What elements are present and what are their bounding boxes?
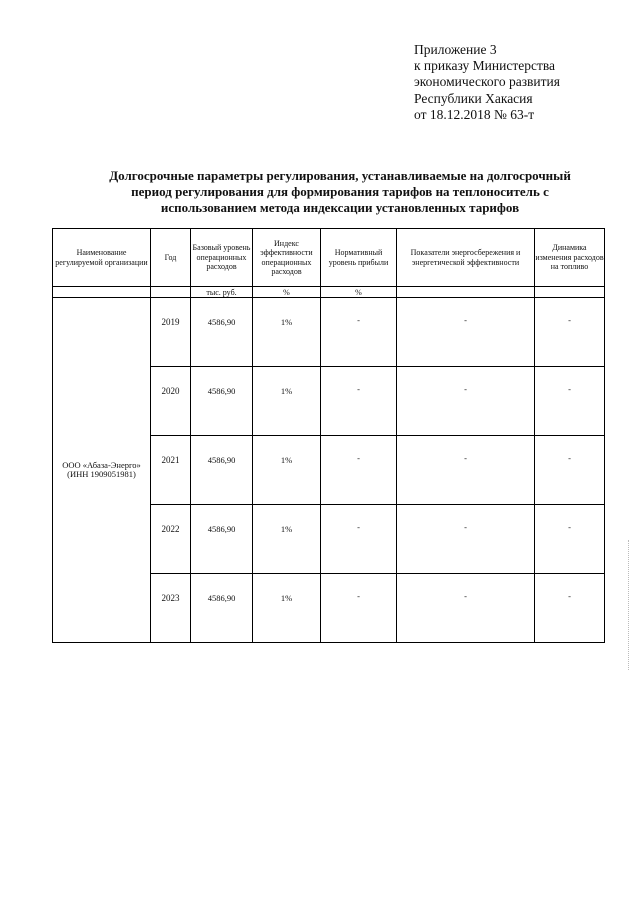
efficiency-index-cell: 1% <box>253 574 321 643</box>
scan-edge-marks <box>628 540 633 670</box>
header-organization: Наименование регулируемой организации <box>53 229 151 287</box>
profit-level-cell: - <box>321 367 397 436</box>
document-title <box>60 168 620 216</box>
header-efficiency-index: Индекс эффективности операционных расходов <box>253 229 321 287</box>
unit-cell <box>397 287 535 298</box>
energy-saving-cell: - <box>397 574 535 643</box>
efficiency-index-cell: 1% <box>253 367 321 436</box>
year-cell: 2021 <box>151 436 191 505</box>
table-row <box>53 298 605 367</box>
appendix-line: экономического развития <box>414 74 560 90</box>
energy-saving-cell: - <box>397 367 535 436</box>
efficiency-index-cell: 1% <box>253 298 321 367</box>
energy-saving-cell: - <box>397 436 535 505</box>
efficiency-index-cell: 1% <box>253 436 321 505</box>
appendix-line: Республики Хакасия <box>414 90 533 106</box>
year-cell: 2022 <box>151 505 191 574</box>
unit-cell: тыс. руб. <box>191 287 253 298</box>
header-profit-level: Нормативный уровень прибыли <box>321 229 397 287</box>
appendix-line: от 18.12.2018 № 63-т <box>414 106 535 122</box>
energy-saving-cell: - <box>397 298 535 367</box>
organization-name: ООО «Абаза-Энерго» (ИНН 1909051981) <box>53 298 151 643</box>
fuel-dynamics-cell: - <box>535 436 605 505</box>
fuel-dynamics-cell: - <box>535 298 605 367</box>
title-line: Долгосрочные параметры регулирования, устанавливаемые на долгосрочный <box>109 168 571 183</box>
header-year: Год <box>151 229 191 287</box>
profit-level-cell: - <box>321 574 397 643</box>
header-base-opex: Базовый уровень операционных расходов <box>191 229 253 287</box>
base-opex-cell: 4586,90 <box>191 574 253 643</box>
year-cell: 2020 <box>151 367 191 436</box>
unit-cell <box>53 287 151 298</box>
appendix-line: к приказу Министерства <box>414 58 556 74</box>
header-energy-saving: Показатели энергосбережения и энергетической эффективности <box>397 229 535 287</box>
base-opex-cell: 4586,90 <box>191 436 253 505</box>
year-cell: 2019 <box>151 298 191 367</box>
title-line: использованием метода индексации установленных тарифов <box>160 200 520 215</box>
fuel-dynamics-cell: - <box>535 367 605 436</box>
fuel-dynamics-cell: - <box>535 505 605 574</box>
appendix-reference <box>414 42 560 123</box>
unit-cell: % <box>253 287 321 298</box>
fuel-dynamics-cell: - <box>535 574 605 643</box>
base-opex-cell: 4586,90 <box>191 298 253 367</box>
efficiency-index-cell: 1% <box>253 505 321 574</box>
unit-cell <box>535 287 605 298</box>
parameters-table <box>52 228 605 643</box>
title-line: период регулирования для формирования тарифов на теплоноситель с <box>131 184 549 199</box>
appendix-line: Приложение 3 <box>414 42 497 57</box>
profit-level-cell: - <box>321 505 397 574</box>
year-cell: 2023 <box>151 574 191 643</box>
unit-cell <box>151 287 191 298</box>
base-opex-cell: 4586,90 <box>191 367 253 436</box>
profit-level-cell: - <box>321 436 397 505</box>
energy-saving-cell: - <box>397 505 535 574</box>
profit-level-cell: - <box>321 298 397 367</box>
unit-cell: % <box>321 287 397 298</box>
header-fuel-dynamics: Динамика изменения расходов на топливо <box>535 229 605 287</box>
base-opex-cell: 4586,90 <box>191 505 253 574</box>
